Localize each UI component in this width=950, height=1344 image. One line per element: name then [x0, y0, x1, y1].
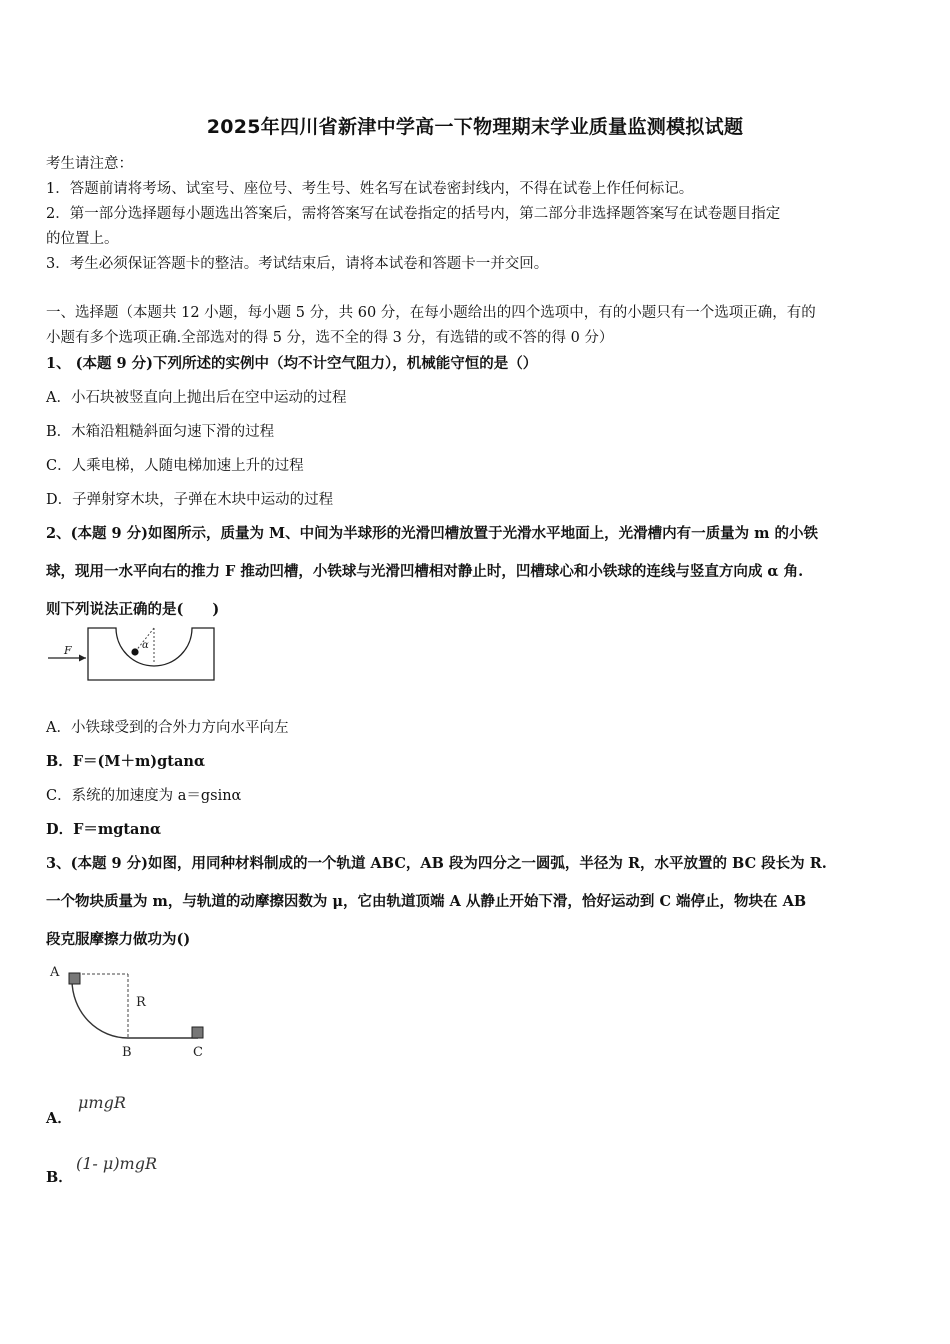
q1-option-c: C．人乘电梯，人随电梯加速上升的过程	[46, 458, 304, 474]
q2-force-label: F	[64, 644, 72, 657]
q2-stem-line-1: 2、(本题 9 分)如图所示，质量为 M、中间为半球形的光滑凹槽放置于光滑水平地面上，光滑槽内有一质量为 m 的小铁	[46, 525, 819, 542]
q3-label-r: R	[136, 995, 146, 1010]
q2-option-c: C．系统的加速度为 a＝gsinα	[46, 788, 242, 804]
q3-option-a-formula: μmgR	[78, 1093, 126, 1112]
notice-heading: 考生请注意：	[46, 156, 133, 172]
q2-angle-label: α	[142, 640, 149, 651]
q2-stem-line-3: 则下列说法正确的是( )	[46, 601, 220, 618]
q2-option-a: A．小铁球受到的合外力方向水平向左	[46, 720, 289, 736]
q3-stem-line-1: 3、(本题 9 分)如图，用同种材料制成的一个轨道 ABC，AB 段为四分之一圆弧，半径为 R，水平放置的 BC 段长为 R.	[46, 855, 827, 872]
section-instructions-line-2: 小题有多个选项正确.全部选对的得 5 分，选不全的得 3 分，有选错的或不答的得 0 分）	[46, 330, 614, 346]
page-title: 2025年四川省新津中学高一下物理期末学业质量监测模拟试题	[206, 116, 744, 138]
q1-option-b: B．木箱沿粗糙斜面匀速下滑的过程	[46, 424, 275, 440]
q3-label-c: C	[193, 1045, 203, 1060]
section-instructions-line-1: 一、选择题（本题共 12 小题，每小题 5 分，共 60 分，在每小题给出的四个选项中，有的小题只有一个选项正确，有的	[46, 305, 816, 321]
notice-item-3: 3．考生必须保证答题卡的整洁。考试结束后，请将本试卷和答题卡一并交回。	[46, 256, 549, 272]
block-at-c	[192, 1027, 203, 1038]
q2-option-d: D．F＝mgtanα	[46, 821, 162, 838]
q3-option-b-formula: (1- μ)mgR	[76, 1154, 158, 1173]
q3-option-b-label: B．	[46, 1169, 73, 1186]
notice-item-2: 2．第一部分选择题每小题选出答案后，需将答案写在试卷指定的括号内，第二部分非选择题答案写在试卷题目指定	[46, 206, 781, 222]
q3-stem-line-2: 一个物块质量为 m，与轨道的动摩擦因数为 μ，它由轨道顶端 A 从静止开始下滑，恰好运动到 C 端停止，物块在 AB	[46, 893, 807, 910]
q3-label-b: B	[122, 1045, 132, 1060]
q3-option-a-label: A．	[46, 1110, 72, 1127]
q3-track-diagram	[46, 960, 216, 1062]
iron-ball	[131, 648, 138, 655]
block-at-a	[69, 973, 80, 984]
q3-stem-line-3: 段克服摩擦力做功为()	[46, 931, 191, 948]
q2-groove-diagram	[44, 624, 220, 686]
q2-stem-line-2: 球，现用一水平向右的推力 F 推动凹槽，小铁球与光滑凹槽相对静止时，凹槽球心和小铁球的连线与竖直方向成 α 角.	[46, 563, 804, 580]
q1-option-a: A．小石块被竖直向上抛出后在空中运动的过程	[46, 390, 347, 406]
q1-option-d: D．子弹射穿木块，子弹在木块中运动的过程	[46, 492, 334, 508]
q3-label-a: A	[50, 965, 60, 980]
notice-item-2-cont: 的位置上。	[46, 231, 119, 247]
notice-item-1: 1．答题前请将考场、试室号、座位号、考生号、姓名写在试卷密封线内，不得在试卷上作任何标记。	[46, 181, 694, 197]
q1-stem: 1、 (本题 9 分)下列所述的实例中（均不计空气阻力），机械能守恒的是（）	[46, 355, 538, 372]
q2-option-b: B．F＝(M＋m)gtanα	[46, 753, 206, 770]
